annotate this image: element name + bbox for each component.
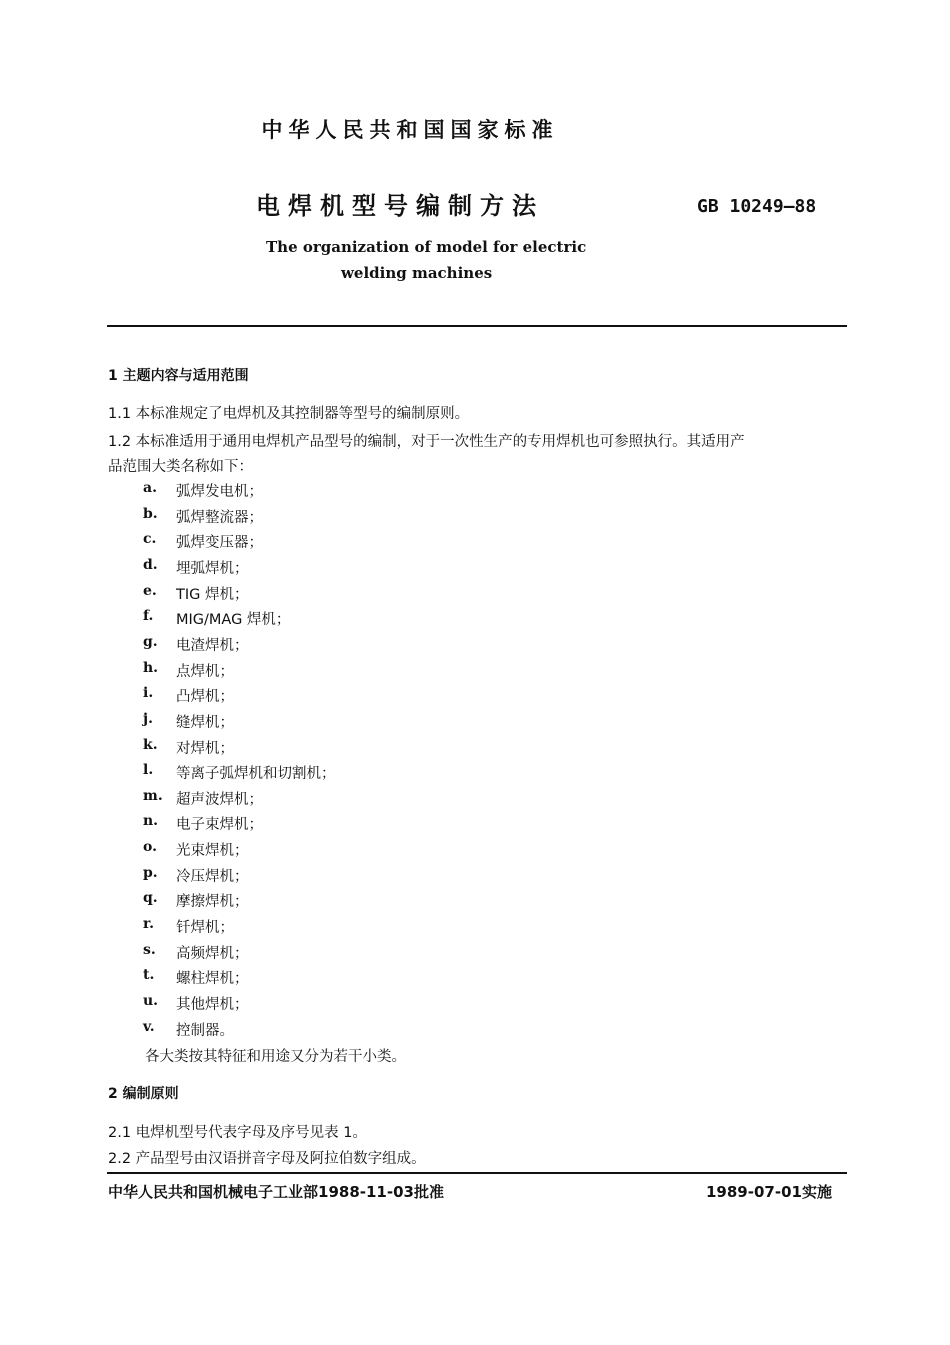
list-item-letter: l. (143, 762, 154, 778)
list-item-letter: k. (143, 737, 158, 753)
list-item-letter: u. (143, 993, 159, 1009)
list-item-text: 其他焊机； (176, 997, 249, 1013)
list-item-text: 埋弧焊机； (176, 561, 249, 577)
list-item-text: 弧焊整流器； (176, 510, 263, 526)
paragraph-2-2: 2.2 产品型号由汉语拼音字母及阿拉伯数字组成。 (108, 1151, 426, 1167)
list-item-text: 摩擦焊机； (176, 894, 249, 910)
list-item-letter: b. (143, 506, 158, 522)
list-item-text: 控制器。 (176, 1023, 234, 1039)
list-item-text: 点焊机； (176, 664, 234, 680)
list-item-text: 螺柱焊机； (176, 971, 249, 987)
list-item-text: 冷压焊机； (176, 869, 249, 885)
paragraph-1-2-line1: 1.2 本标准适用于通用电焊机产品型号的编制，对于一次性生产的专用焊机也可参照执行。其适用产 (108, 434, 745, 450)
list-item-letter: i. (143, 685, 154, 701)
paragraph-2-1: 2.1 电焊机型号代表字母及序号见表 1。 (108, 1125, 368, 1141)
list-item-text: TIG 焊机； (176, 587, 249, 603)
list-item-letter: q. (143, 890, 158, 906)
section-1-heading: 1 主题内容与适用范围 (108, 368, 249, 384)
list-item-text: MIG/MAG 焊机； (176, 612, 291, 628)
paragraph-1-2-line2: 品范围大类名称如下： (108, 459, 253, 475)
list-item-text: 凸焊机； (176, 689, 234, 705)
list-item-letter: t. (143, 967, 155, 983)
effective-date: 1989-07-01实施 (706, 1183, 832, 1201)
list-item-text: 超声波焊机； (176, 792, 263, 808)
list-item-letter: s. (143, 942, 156, 958)
list-item-text: 钎焊机； (176, 920, 234, 936)
list-item-text: 等离子弧焊机和切割机； (176, 766, 336, 782)
english-title-line1: The organization of model for electric (266, 238, 587, 256)
list-item-text: 缝焊机； (176, 715, 234, 731)
list-item-letter: r. (143, 916, 154, 932)
list-item-letter: d. (143, 557, 158, 573)
english-title-line2: welding machines (341, 264, 493, 282)
list-item-letter: e. (143, 583, 157, 599)
list-item-letter: p. (143, 865, 158, 881)
list-item-text: 弧焊发电机； (176, 484, 263, 500)
list-item-letter: h. (143, 660, 159, 676)
list-item-text: 电子束焊机； (176, 817, 263, 833)
list-item-text: 光束焊机； (176, 843, 249, 859)
list-item-letter: f. (143, 608, 154, 624)
header-organization: 中华人民共和国国家标准 (261, 118, 559, 142)
list-item-letter: n. (143, 813, 159, 829)
approval-statement: 中华人民共和国机械电子工业部1988-11-03批准 (108, 1183, 444, 1201)
list-item-letter: a. (143, 480, 157, 496)
list-item-letter: m. (143, 788, 163, 804)
list-item-letter: c. (143, 531, 157, 547)
list-item-letter: j. (143, 711, 153, 727)
document-title: 电焊机型号编制方法 (256, 192, 544, 220)
list-item-letter: v. (143, 1019, 155, 1035)
list-item-text: 弧焊变压器； (176, 535, 263, 551)
paragraph-1-1: 1.1 本标准规定了电焊机及其控制器等型号的编制原则。 (108, 406, 470, 422)
section-2-heading: 2 编制原则 (108, 1086, 179, 1102)
standard-number: GB 10249—88 (697, 196, 817, 217)
header-divider (107, 325, 847, 327)
list-item-text: 对焊机； (176, 741, 234, 757)
list-item-text: 高频焊机； (176, 946, 249, 962)
footer-divider (107, 1172, 847, 1174)
closing-sentence: 各大类按其特征和用途又分为若干小类。 (145, 1049, 406, 1065)
list-item-letter: o. (143, 839, 157, 855)
list-item-text: 电渣焊机； (176, 638, 249, 654)
list-item-letter: g. (143, 634, 158, 650)
